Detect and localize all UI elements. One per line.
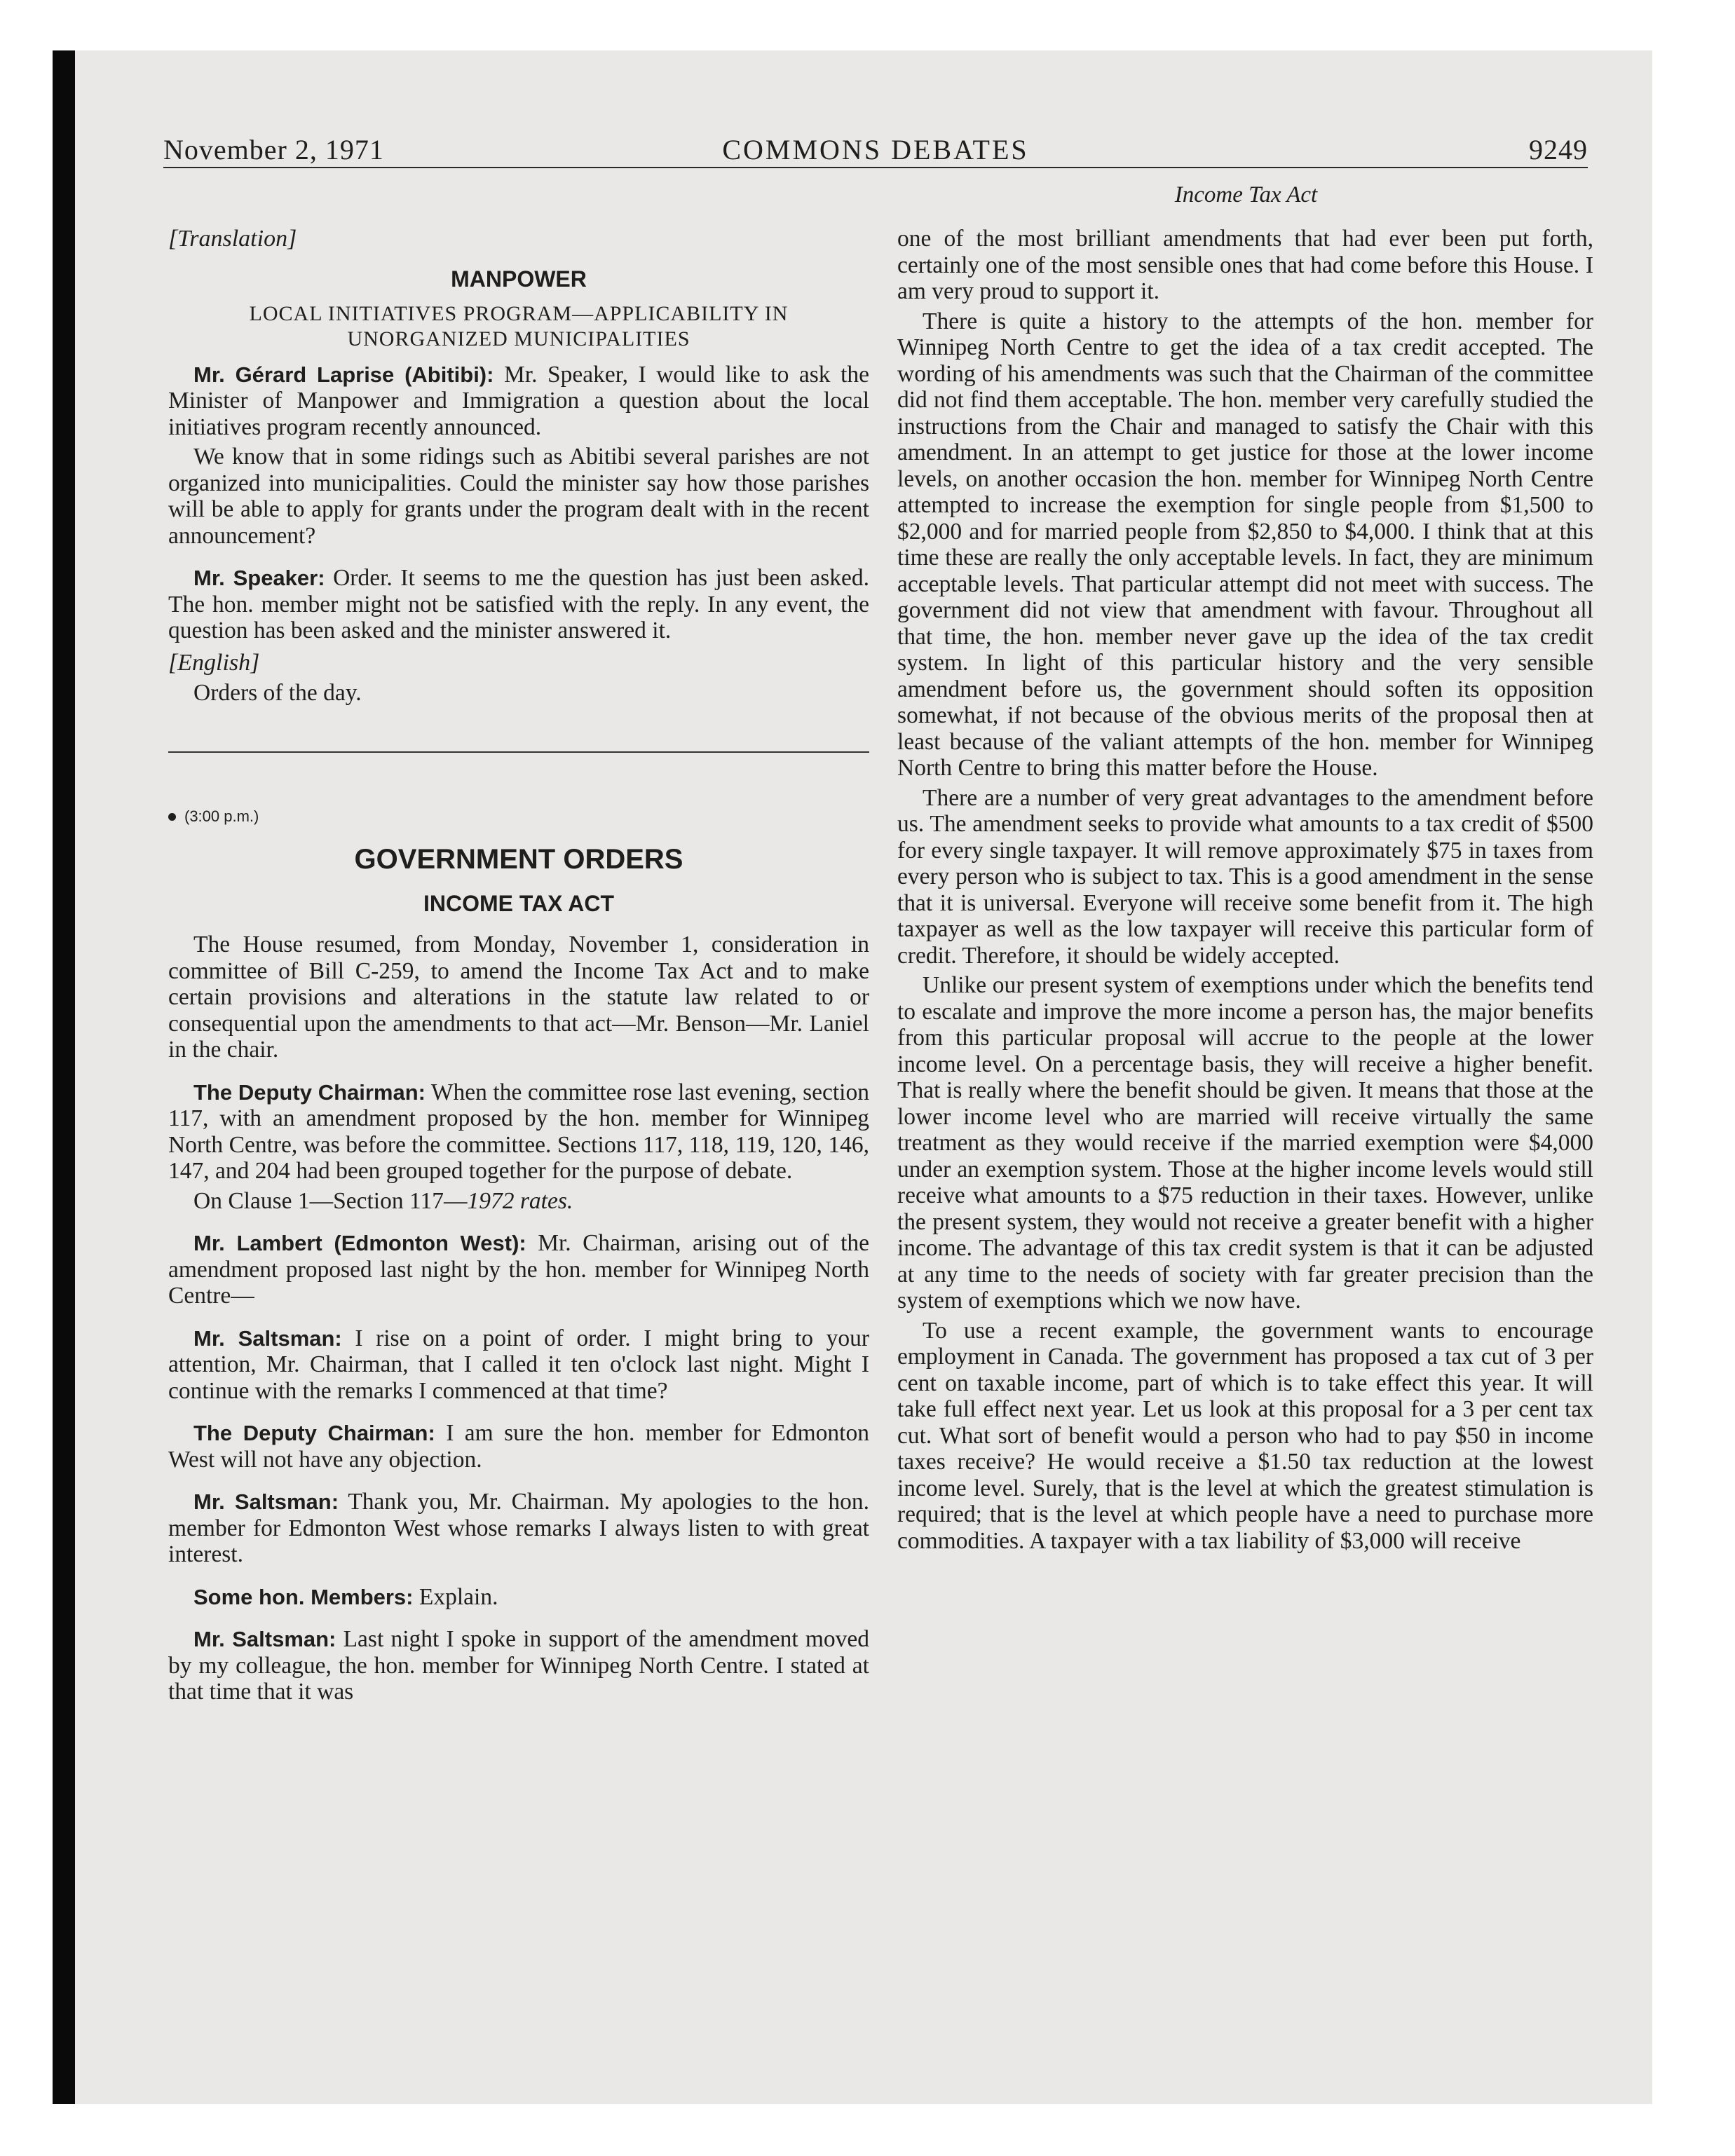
right-paragraph-5: To use a recent example, the government wants to encourage employment in Canada. The government has proposed a tax cut of 3 per cent on taxable income, part of which is to take effect this year. It will take full effect next year. Let us look at this proposal for a 3 per cent tax cut. What sort of benefit would a person who had to pay $50 in income taxes receive? He would receive a $1.50 tax reduction at the lowest income level. Surely, that is the level at which the greatest stimulation is required; that is the level at which people have a need to purchase more commodities. A taxpayer with a tax liability of $3,000 will receive [897,1317,1593,1554]
speaker-name: Mr. Saltsman: [193,1325,342,1351]
income-tax-act-heading: INCOME TAX ACT [423,891,614,916]
saltsman-paragraph-2 [168,1489,869,1568]
speech-text: Thank you, Mr. Chairman. My apologies to the hon. member for Edmonton West whose remarks I always listen to with great interest. [168,1489,869,1567]
speaker-paragraph [168,565,869,644]
speech-text: When the committee rose last evening, section 117, with an amendment proposed by the hon. member for Winnipeg North Centre, was before the committee. Sections 117, 118, 119, 120, 146, 147, and 204 had been grouped together for the purpose of debate. [168,1079,869,1184]
deputy-chairman-paragraph [168,1079,869,1185]
speaker-name: Mr. Speaker: [193,566,325,590]
right-paragraph-4: Unlike our present system of exemptions under which the benefits tend to escalate and improve the more income a person has, the major benefits from this particular proposal will accrue to the people at the lower income level. On a percentage basis, they will receive a higher benefit. That is really where the benefit should be given. It means that those at the lower income level who are married will receive virtually the same treatment as they would receive if the married exemption were $4,000 under an exemption system. Those at the higher income levels would still receive what amounts to a $75 reduction in their taxes. However, unlike the present system, they would not receive a greater benefit with a higher income. The advantage of this tax credit system is that it can be adjusted at any time to the needs of society with far greater precision than the system of exemptions which we now have. [897,972,1593,1314]
members-paragraph [168,1584,869,1611]
english-label: [English] [168,649,260,676]
right-paragraph-1: one of the most brilliant amendments that had ever been put forth, certainly one of the most sensible ones that had come before this House. I am very proud to support it. [897,226,1593,304]
right-paragraph-2: There is quite a history to the attempts of the hon. member for Winnipeg North Centre to get the idea of a tax credit accepted. The wording of his amendments was such that the Chairman of the committee did not find them acceptable. The hon. member very carefully studied the instructions from the Chair and managed to satisfy the Chair with this amendment. In an attempt to get justice for those at the lower income levels, on another occasion the hon. member for Winnipeg North Centre attempted to increase the exemption for single people from $1,500 to $2,000 and for married people from $2,850 to $4,000. I think that at this time these are really the only acceptable levels. In fact, they are minimum acceptable levels. That particular attempt did not meet with success. The government did not view that amendment with favour. Throughout all that time, the hon. member never gave up the idea of the tax credit system. In light of this particular history and the very sensible amendment before us, the government should soften its opposition somewhat, if not because of the obvious merits of the proposal then at least because of the valiant attempts of the hon. member for Winnipeg North Centre to bring this matter before the House. [897,308,1593,781]
clause-prefix: On Clause 1—Section 117— [193,1187,468,1214]
speaker-name: Mr. Gérard Laprise (Abitibi): [193,362,494,387]
speaker-name: Some hon. Members: [193,1584,414,1609]
subheading-line-2: UNORGANIZED MUNICIPALITIES [347,327,690,350]
speech-text: I am sure the hon. member for Edmonton West will not have any objection. [168,1420,869,1473]
speech-text: Mr. Speaker, I would like to ask the Minister of Manpower and Immigration a question about the local initiatives program recently announced. [168,361,869,440]
subheading-line-1: LOCAL INITIATIVES PROGRAM—APPLICABILITY IN [249,301,789,325]
section-heading-manpower: MANPOWER [451,266,587,292]
speaker-name: Mr. Lambert (Edmonton West): [193,1231,526,1255]
translation-label: [Translation] [168,226,297,252]
speaker-name: Mr. Saltsman: [193,1489,339,1514]
right-column [897,226,1593,1557]
speaker-name: Mr. Saltsman: [193,1627,336,1651]
laprise-paragraph-2: We know that in some ridings such as Abitibi several parishes are not organized into municipalities. Could the minister say how those parishes will be able to apply for grants under the program dealt with in the recent announcement? [168,444,869,549]
speech-text: Explain. [419,1583,498,1610]
lambert-paragraph [168,1230,869,1309]
right-paragraph-3: There are a number of very great advantages to the amendment before us. The amendment seeks to provide what amounts to a tax credit of $500 for every single taxpayer. It will remove approximately $75 in taxes from every person who is subject to tax. This is a good amendment in the sense that it is universal. Everyone will receive some benefit from it. The high taxpayer as well as the low taxpayer will receive this particular form of credit. Therefore, it should be widely accepted. [897,784,1593,969]
government-orders-heading: GOVERNMENT ORDERS [354,844,683,875]
speech-text: Order. It seems to me the question has just been asked. The hon. member might not be satisfied with the reply. In any event, the question has been asked and the minister answered it. [168,565,870,643]
speech-text: Last night I spoke in support of the amendment moved by my colleague, the hon. member for Winnipeg North Centre. I stated at that time that it was [168,1626,870,1705]
speech-text: I rise on a point of order. I might bring to your attention, Mr. Chairman, that I called it ten o'clock last night. Might I continue with the remarks I commenced at that time? [168,1325,869,1404]
subject-heading: Income Tax Act [1174,182,1318,207]
running-header [163,133,1588,168]
speaker-name: The Deputy Chairman: [193,1421,435,1445]
deputy-chairman-paragraph-2 [168,1420,869,1473]
house-resumed-paragraph: The House resumed, from Monday, November 1, consideration in committee of Bill C-259, to amend the Income Tax Act and to make certain provisions and alterations in the statute law related to or consequential upon the amendments to that act—Mr. Benson—Mr. Laniel in the chair. [168,932,869,1063]
bullet-icon [168,813,176,821]
page-number: 9249 [1529,134,1588,165]
clause-paragraph [168,1188,869,1215]
subheading [168,301,869,352]
time-text: (3:00 p.m.) [184,807,259,825]
scan-edge [53,50,75,2104]
speaker-name: The Deputy Chairman: [193,1079,426,1105]
section-rule [168,751,869,753]
saltsman-paragraph-3 [168,1626,869,1705]
speech-text: Mr. Chairman, arising out of the amendment proposed last night by the hon. member for Winnipeg North Centre— [168,1230,870,1309]
header-date: November 2, 1971 [163,134,384,165]
laprise-paragraph [168,362,869,441]
time-mark [168,803,869,830]
header-title: COMMONS DEBATES [722,134,1029,165]
left-column [168,226,869,1709]
clause-italic: 1972 rates. [467,1187,573,1214]
orders-paragraph: Orders of the day. [193,680,362,706]
saltsman-paragraph-1 [168,1325,869,1405]
